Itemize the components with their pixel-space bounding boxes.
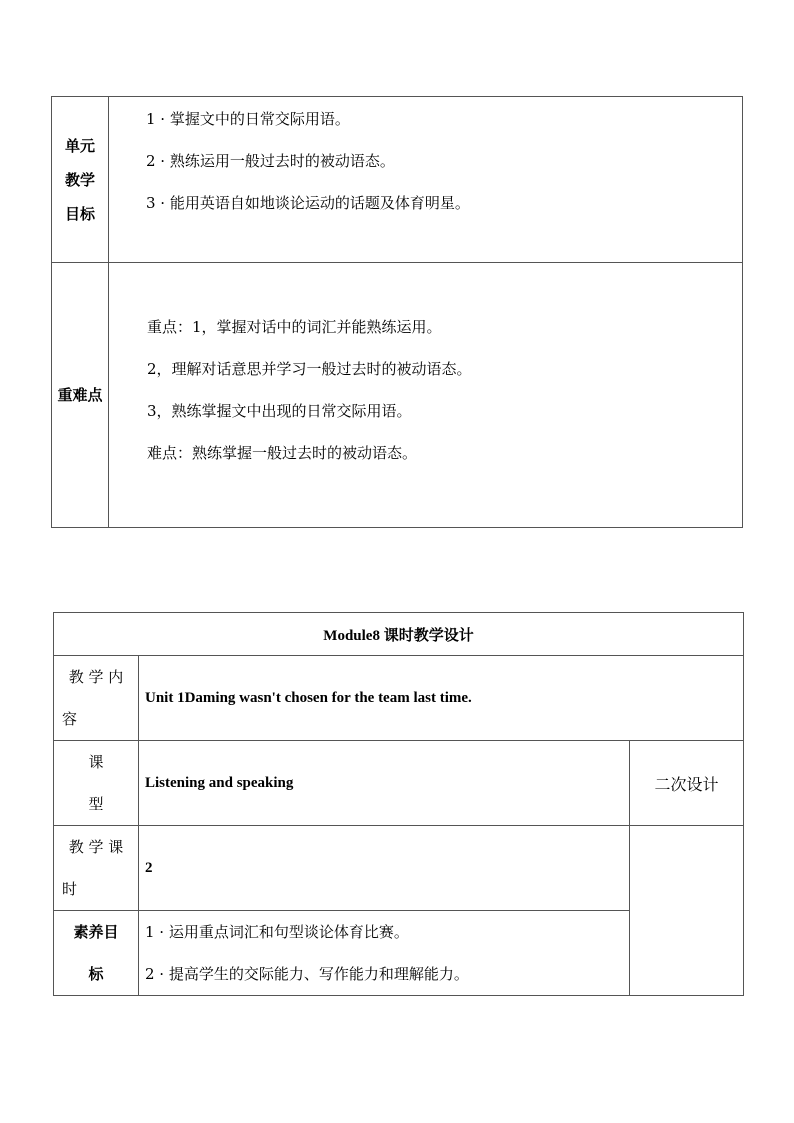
content-value: Unit 1Daming wasn't chosen for the team last time.	[139, 656, 744, 741]
literacy-item: 2 · 提高学生的交际能力、写作能力和理解能力。	[145, 965, 469, 983]
hours-value: 2	[139, 826, 630, 911]
hours-label-line: 教 学 课	[68, 838, 124, 856]
literacy-item: 1 · 运用重点词汇和句型谈论体育比赛。	[145, 923, 409, 941]
hours-label-line: 时	[62, 880, 78, 898]
literacy-label-line: 素养目	[73, 923, 119, 941]
type-label-line: 课	[88, 753, 104, 771]
goal-item: 2 · 熟练运用一般过去时的被动语态。	[146, 152, 395, 170]
key-points-label: 重难点	[52, 263, 109, 528]
goal-item: 1 · 掌握文中的日常交际用语。	[146, 110, 350, 128]
key-point-item: 难点：熟练掌握一般过去时的被动语态。	[147, 444, 418, 462]
goal-item: 3 · 能用英语自如地谈论运动的话题及体育明星。	[146, 194, 470, 212]
type-value: Listening and speaking	[139, 741, 630, 826]
lesson-design-title: Module8 课时教学设计	[54, 613, 744, 656]
lesson-design-table	[53, 612, 744, 996]
unit-goals-label-line: 单元	[64, 136, 95, 155]
unit-goals-label	[52, 97, 109, 263]
key-point-item: 重点：1，掌握对话中的词汇并能熟练运用。	[147, 318, 442, 336]
type-label	[54, 741, 139, 826]
unit-goals-label-line: 教学	[64, 170, 95, 189]
literacy-label	[54, 911, 139, 996]
key-point-item: 2，理解对话意思并学习一般过去时的被动语态。	[147, 360, 472, 378]
key-points-content	[109, 263, 743, 528]
key-point-item: 3，熟练掌握文中出现的日常交际用语。	[147, 402, 412, 420]
content-label-line: 容	[62, 710, 78, 728]
second-design-label: 二次设计	[630, 741, 744, 826]
content-label-line: 教 学 内	[68, 668, 124, 686]
content-label	[54, 656, 139, 741]
literacy-label-line: 标	[88, 965, 104, 983]
hours-label	[54, 826, 139, 911]
unit-goals-label-line: 目标	[64, 204, 95, 223]
second-design-cell	[630, 826, 744, 996]
unit-goals-table	[51, 96, 743, 528]
type-label-line: 型	[88, 795, 104, 813]
literacy-content	[139, 911, 630, 996]
unit-goals-content	[109, 97, 743, 263]
